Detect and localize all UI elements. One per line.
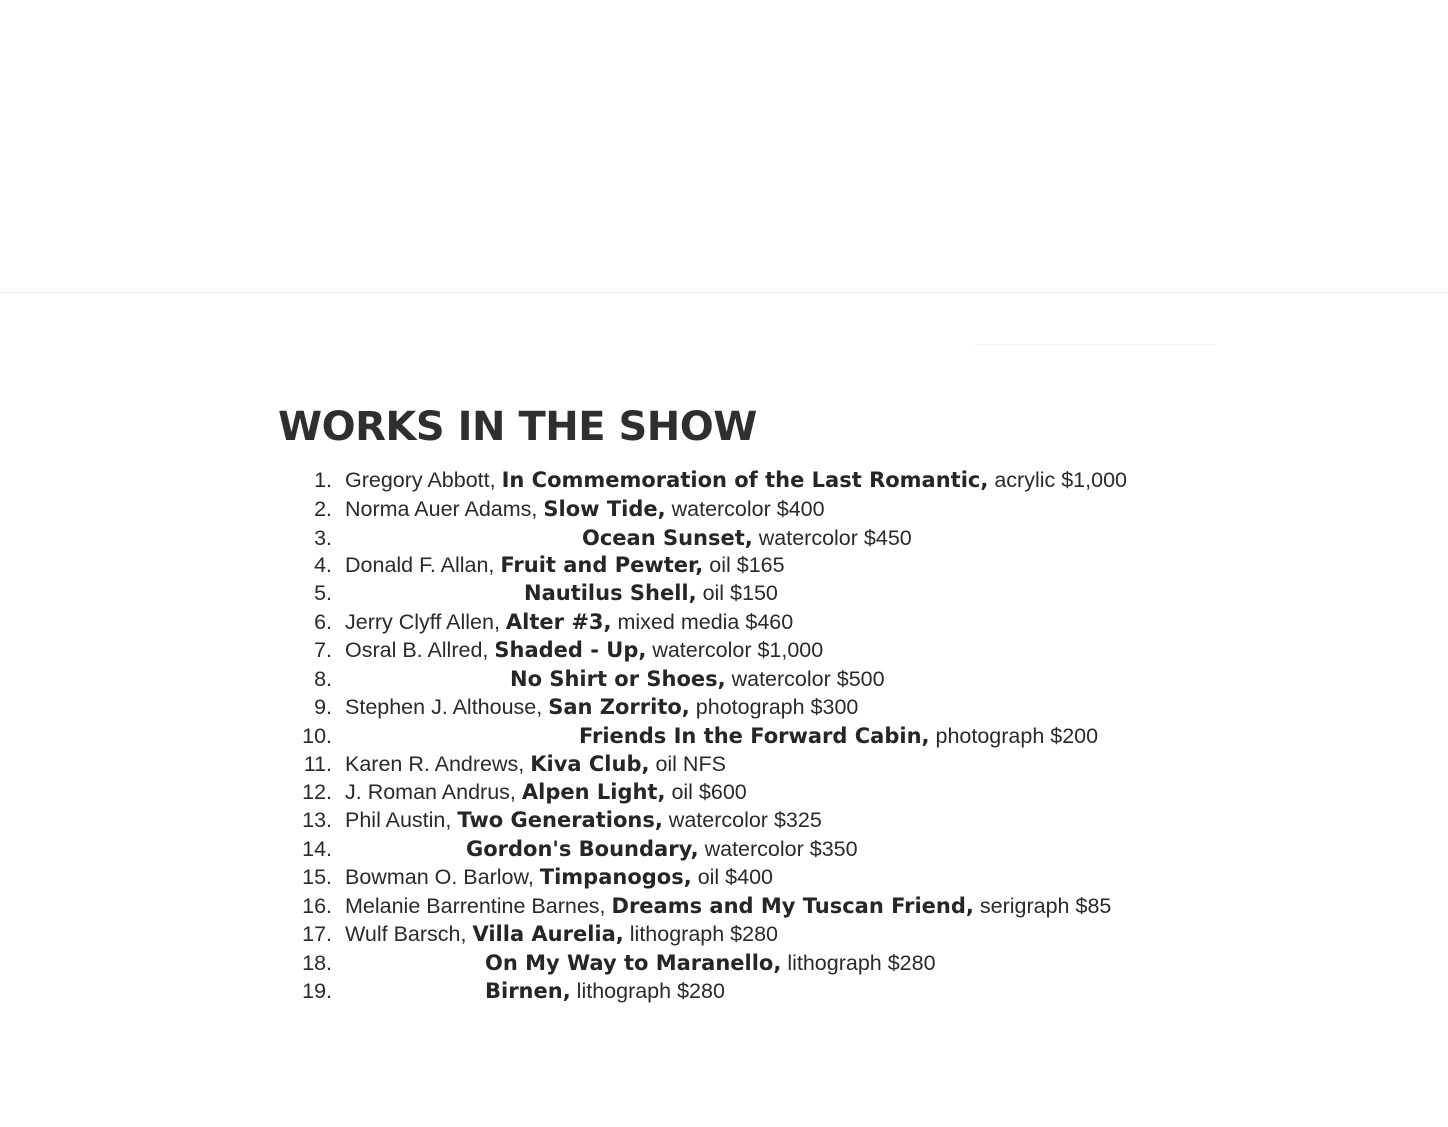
work-number: 4. (314, 553, 332, 577)
work-number: 7. (314, 638, 332, 662)
work-number: 19. (302, 979, 332, 1003)
work-artist: Wulf Barsch, (345, 922, 467, 946)
work-entry (345, 608, 793, 636)
work-medium-price: mixed media $460 (617, 610, 794, 634)
work-entry (345, 551, 785, 579)
work-entry (345, 892, 1111, 920)
work-number: 6. (314, 610, 332, 634)
work-artist: Donald F. Allan, (345, 553, 495, 577)
work-title: No Shirt or Shoes, (510, 667, 726, 691)
work-entry (345, 693, 858, 721)
work-entry (345, 920, 778, 948)
work-number: 13. (302, 808, 332, 832)
work-artist: Stephen J. Althouse, (345, 695, 543, 719)
work-medium-price: oil NFS (655, 752, 726, 776)
work-number: 1. (314, 468, 332, 492)
work-entry (345, 636, 823, 664)
work-title: Fruit and Pewter, (500, 553, 704, 577)
work-entry (485, 977, 725, 1005)
work-medium-price: watercolor $1,000 (652, 638, 824, 662)
work-title: Alter #3, (505, 610, 612, 634)
page-divider (975, 344, 1215, 345)
work-number: 5. (314, 581, 332, 605)
work-title: Timpanogos, (539, 865, 692, 889)
work-entry (345, 466, 1127, 494)
work-medium-price: oil $400 (697, 865, 774, 889)
work-medium-price: watercolor $350 (704, 837, 858, 861)
work-artist: Melanie Barrentine Barnes, (345, 894, 606, 918)
work-medium-price: watercolor $500 (731, 667, 885, 691)
work-artist: Norma Auer Adams, (345, 497, 538, 521)
page-divider (0, 292, 1448, 293)
work-medium-price: oil $165 (709, 553, 785, 577)
work-number: 16. (302, 894, 332, 918)
work-title: Alpen Light, (521, 780, 666, 804)
work-entry (582, 524, 912, 552)
work-entry (466, 835, 858, 863)
work-entry (345, 863, 773, 891)
work-number: 12. (302, 780, 332, 804)
work-title: Kiva Club, (530, 752, 650, 776)
work-number: 3. (314, 526, 332, 550)
work-entry (345, 806, 822, 834)
work-title: Villa Aurelia, (472, 922, 624, 946)
work-title: In Commemoration of the Last Romantic, (501, 468, 989, 492)
work-medium-price: serigraph $85 (979, 894, 1112, 918)
work-title: Ocean Sunset, (582, 526, 753, 550)
work-number: 10. (302, 724, 332, 748)
work-entry (345, 750, 726, 778)
work-number: 15. (302, 865, 332, 889)
work-number: 8. (314, 667, 332, 691)
work-title: Gordon's Boundary, (466, 837, 699, 861)
work-medium-price: lithograph $280 (576, 979, 725, 1003)
work-title: Slow Tide, (543, 497, 666, 521)
work-medium-price: watercolor $325 (668, 808, 822, 832)
work-entry (510, 665, 885, 693)
work-medium-price: watercolor $400 (671, 497, 825, 521)
work-entry (345, 495, 825, 523)
work-title: Dreams and My Tuscan Friend, (611, 894, 974, 918)
work-medium-price: photograph $300 (695, 695, 859, 719)
work-artist: Osral B. Allred, (345, 638, 489, 662)
work-number: 11. (303, 752, 332, 776)
work-artist: Bowman O. Barlow, (345, 865, 534, 889)
work-artist: Jerry Clyff Allen, (345, 610, 500, 634)
work-medium-price: lithograph $280 (787, 951, 936, 975)
work-entry (579, 722, 1098, 750)
work-title: Birnen, (485, 979, 571, 1003)
work-number: 9. (314, 695, 332, 719)
work-title: Two Generations, (457, 808, 663, 832)
work-entry (485, 949, 936, 977)
work-medium-price: photograph $200 (935, 724, 1099, 748)
work-entry (345, 778, 747, 806)
work-medium-price: oil $150 (702, 581, 778, 605)
work-artist: Phil Austin, (345, 808, 452, 832)
work-number: 18. (302, 951, 332, 975)
work-number: 14. (302, 837, 332, 861)
page-heading: WORKS IN THE SHOW (278, 404, 757, 450)
work-title: Shaded - Up, (494, 638, 647, 662)
work-title: Nautilus Shell, (524, 581, 697, 605)
work-artist: Karen R. Andrews, (345, 752, 525, 776)
work-artist: Gregory Abbott, (345, 468, 496, 492)
work-title: San Zorrito, (548, 695, 690, 719)
work-medium-price: oil $600 (671, 780, 747, 804)
work-artist: J. Roman Andrus, (345, 780, 516, 804)
work-entry (524, 579, 778, 607)
work-medium-price: acrylic $1,000 (994, 468, 1127, 492)
work-medium-price: watercolor $450 (758, 526, 912, 550)
work-title: Friends In the Forward Cabin, (579, 724, 930, 748)
work-number: 17. (302, 922, 332, 946)
work-number: 2. (314, 497, 332, 521)
work-medium-price: lithograph $280 (629, 922, 778, 946)
work-title: On My Way to Maranello, (485, 951, 782, 975)
